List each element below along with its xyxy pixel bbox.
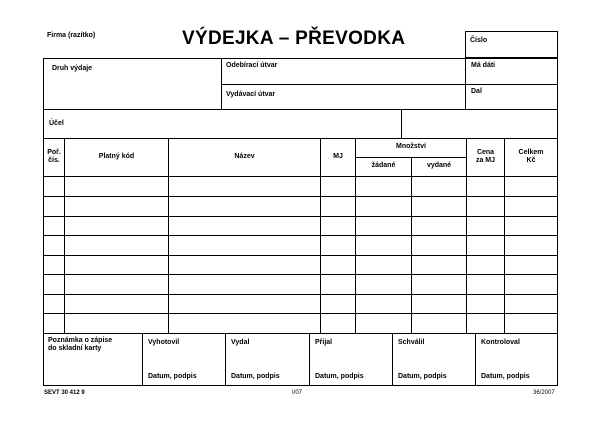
col-header-mnozstvi: Množství [396, 143, 426, 150]
footer-form-code: SEVT 30 412 9 [44, 390, 85, 396]
poznamka-label-2: do skladní karty [48, 345, 102, 352]
prijal-label: Přijal [315, 339, 333, 346]
col-header-por: Poř. [47, 149, 61, 156]
vydal-datum-label: Datum, podpis [231, 373, 280, 380]
kontroloval-label: Kontroloval [481, 339, 520, 346]
footer-revision: I/07 [292, 390, 303, 396]
table-row[interactable] [44, 295, 557, 313]
col-header-zadane: žádané [371, 162, 396, 169]
table-row[interactable] [44, 256, 557, 274]
divider [355, 157, 466, 158]
vydal-label: Vydal [231, 339, 250, 346]
odebiraci-utvar-label: Odebírací útvar [226, 62, 278, 69]
col-header-kod: Platný kód [98, 153, 135, 160]
schvalil-label: Schválil [398, 339, 425, 346]
vyhotovil-datum-label: Datum, podpis [148, 373, 197, 380]
col-header-celkem: Celkem [518, 149, 544, 156]
col-header-nazev: Název [234, 153, 255, 160]
kontroloval-datum-label: Datum, podpis [481, 373, 530, 380]
ma-dati-label: Má dáti [471, 62, 496, 69]
firma-label: Firma (razítko) [47, 32, 96, 39]
cislo-label: Číslo [470, 37, 488, 44]
divider [401, 110, 402, 138]
poznamka-label: Poznámka o zápise [48, 337, 113, 344]
ucel-label: Účel [49, 120, 64, 127]
schvalil-datum-label: Datum, podpis [398, 373, 447, 380]
dal-label: Dal [471, 88, 482, 95]
col-header-vydane: vydané [426, 162, 452, 169]
col-header-celkem-2: Kč [526, 157, 536, 164]
col-header-mj: MJ [333, 153, 343, 160]
col-header-por-2: čís. [48, 157, 60, 164]
prijal-datum-label: Datum, podpis [315, 373, 364, 380]
vyhotovil-label: Vyhotovil [148, 339, 180, 346]
table-row[interactable] [44, 217, 557, 235]
divider [43, 138, 558, 139]
col-header-cena: Cena [476, 149, 495, 156]
col-header-cena-2: za MJ [475, 157, 496, 164]
page-title: VÝDEJKA – PŘEVODKA [182, 28, 406, 49]
footer-date-code: 36/2007 [533, 390, 555, 396]
table-row[interactable] [44, 197, 557, 216]
table-row[interactable] [44, 236, 557, 255]
table-row[interactable] [44, 314, 557, 333]
vydavaci-utvar-label: Vydávací útvar [226, 91, 276, 98]
table-row[interactable] [44, 177, 557, 196]
ucel-field[interactable] [44, 111, 557, 138]
table-row[interactable] [44, 275, 557, 294]
druh-vydaje-label: Druh výdaje [52, 65, 93, 72]
